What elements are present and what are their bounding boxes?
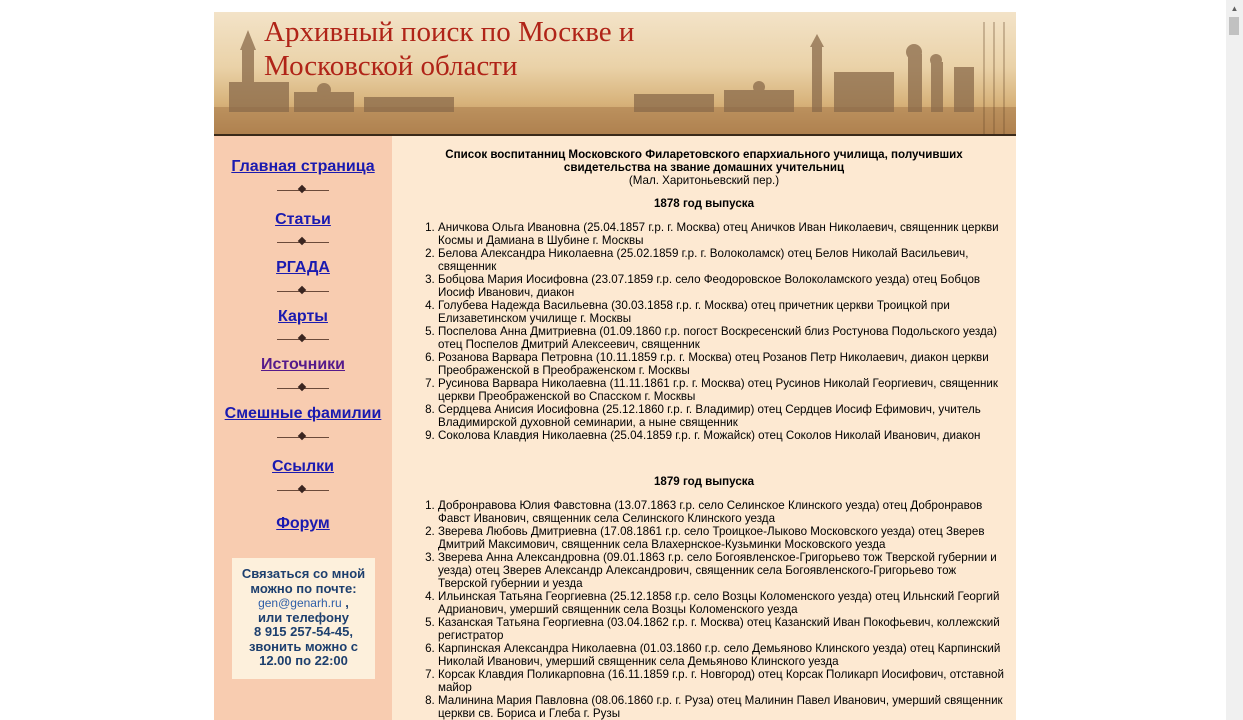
diamond-ornament-icon — [298, 485, 306, 493]
list-item: 1. Аничкова Ольга Ивановна (25.04.1857 г.р. г. Москва) отец Аничков Иван Николаевич, священник церкви Космы и Дамиана в Шубине г. Москвы — [438, 221, 1008, 247]
main-content — [392, 136, 1016, 720]
nav-link-maps[interactable]: Карты — [278, 308, 328, 325]
list-item: 7. Русинова Варвара Николаевна (11.11.1861 г.р. г. Москва) отец Русинов Николай Георгиевич, священник церкви Преображенской во Спасском г. Москвы — [438, 377, 1008, 403]
nav-link-funny-surnames[interactable]: Смешные фамилии — [224, 405, 382, 422]
nav-link-home[interactable]: Главная страница — [231, 158, 375, 175]
list-item: 5. Поспелова Анна Дмитриевна (01.09.1860 г.р. погост Воскресенский близ Ростунова Подольского уезда) отец Поспелов Дмитрий Алексеевич, священник — [438, 325, 1008, 351]
list-item: 6. Розанова Варвара Петровна (10.11.1859 г.р. г. Москва) отец Розанов Петр Николаевич, диакон церкви Преображенской в Преображенском г. Москвы — [438, 351, 1008, 377]
scrollbar-thumb[interactable] — [1229, 17, 1239, 35]
diamond-ornament-icon — [298, 185, 306, 193]
banner-title-line-2: Московской области — [264, 50, 518, 82]
site-banner — [214, 12, 1016, 136]
nav-divider — [274, 237, 332, 247]
nav-link-links[interactable]: Ссылки — [272, 458, 334, 475]
list-item: 5. Казанская Татьяна Георгиевна (03.04.1862 г.р. г. Москва) отец Казанский Иван Покофьевич, коллежский регистратор — [438, 616, 1008, 642]
list-item: 8. Сердцева Анисия Иосифовна (25.12.1860 г.р. г. Владимир) отец Сердцев Иосиф Ефимович, учитель Владимирской духовной семинарии, а ныне священник — [438, 403, 1008, 429]
list-item: 2. Зверева Любовь Дмитриевна (17.08.1861 г.р. село Троицкое-Лыково Московского уезда) отец Зверев Дмитрий Максимович, священник села Влахернское-Кузьминки Московского уезда — [438, 525, 1008, 551]
contact-phone: 8 915 257-54-45, — [253, 624, 354, 639]
year-heading-1878: 1878 год выпуска — [653, 197, 755, 210]
nav-divider — [274, 334, 332, 344]
sidebar — [214, 136, 392, 720]
scroll-up-arrow-icon[interactable]: ▲ — [1230, 4, 1239, 13]
list-item: 7. Корсак Клавдия Поликарповна (16.11.1859 г.р. г. Новгород) отец Корсак Поликарп Иосифович, отставной майор — [438, 668, 1008, 694]
list-item: 4. Ильинская Татьяна Георгиевна (25.12.1858 г.р. село Возцы Коломенского уезда) отец Ильнский Георгий Адрианович, умерший священник села Возцы Коломенского уезда — [438, 590, 1008, 616]
list-item: 6. Карпинская Александра Николаевна (01.03.1860 г.р. село Демьяново Клинского уезда) отец Карпинский Николай Иванович, умерший священник села Демьяново Клинского уезда — [438, 642, 1008, 668]
diamond-ornament-icon — [298, 432, 306, 440]
nav-divider — [274, 432, 332, 442]
contact-line-1: Связаться со мной — [241, 566, 366, 581]
contact-line-4: звонить можно с — [248, 638, 359, 654]
student-list-1879 — [438, 499, 1008, 720]
nav-link-articles[interactable]: Статьи — [275, 211, 331, 228]
diamond-ornament-icon — [298, 237, 306, 245]
vertical-scrollbar[interactable] — [1226, 0, 1243, 720]
banner-title-line-1: Архивный поиск по Москве и — [264, 16, 635, 48]
list-item: 3. Бобцова Мария Иосифовна (23.07.1859 г.р. село Феодоровское Волоколамского уезда) отец Бобцов Иосиф Иванович, диакон — [438, 273, 1008, 299]
list-item: 8. Малинина Мария Павловна (08.06.1860 г.р. г. Руза) отец Малинин Павел Иванович, умерший священник церкви св. Бориса и Глеба г. Рузы — [438, 694, 1008, 720]
list-item: 2. Белова Александра Николаевна (25.02.1859 г.р. г. Волоколамск) отец Белов Николай Васильевич, священник — [438, 247, 1008, 273]
nav-divider — [274, 286, 332, 296]
nav-link-sources[interactable]: Источники — [260, 356, 346, 373]
contact-line-2: можно по почте: — [250, 580, 357, 596]
contact-email-row — [232, 596, 375, 611]
diamond-ornament-icon — [298, 383, 306, 391]
nav-link-rgada[interactable]: РГАДА — [276, 259, 330, 276]
contact-box — [232, 558, 375, 679]
contact-line-3: или телефону — [258, 609, 349, 625]
diamond-ornament-icon — [298, 286, 306, 294]
list-item: 4. Голубева Надежда Васильевна (30.03.1858 г.р. г. Москва) отец причетник церкви Троицкой при Елизаветинском училище г. Москвы — [438, 299, 1008, 325]
nav-divider — [274, 485, 332, 495]
list-item: 1. Добронравова Юлия Фавстовна (13.07.1863 г.р. село Селинское Клинского уезда) отец Добронравов Фавст Иванович, священник села Селинского Клинского уезда — [438, 499, 1008, 525]
contact-comma: , — [345, 595, 349, 610]
page-title: Список воспитанниц Московского Филаретовского епархиального училища, получивших свидетельства на звание домашних учительниц — [445, 148, 963, 174]
list-item: 3. Зверева Анна Александровна (09.01.1863 г.р. село Богоявленское-Григорьево тож Тверской губернии и уезда) отец Зверев Александр Александрович, священник села Богоявленского-Григорьево тож Тверской губернии и уезда — [438, 551, 1008, 590]
nav-divider — [274, 383, 332, 393]
contact-hours: 12.00 по 22:00 — [259, 653, 348, 668]
nav-link-forum[interactable]: Форум — [276, 515, 330, 532]
diamond-ornament-icon — [298, 334, 306, 342]
student-list-1878 — [438, 221, 1008, 442]
list-item: 9. Соколова Клавдия Николаевна (25.04.1859 г.р. г. Можайск) отец Соколов Николай Иванович, диакон — [438, 429, 1008, 442]
page-subtitle: (Мал. Харитоньевский пер.) — [628, 174, 780, 187]
year-heading-1879: 1879 год выпуска — [653, 475, 755, 488]
contact-email-link[interactable]: gen@genarh.ru — [258, 596, 342, 610]
nav-divider — [274, 185, 332, 195]
